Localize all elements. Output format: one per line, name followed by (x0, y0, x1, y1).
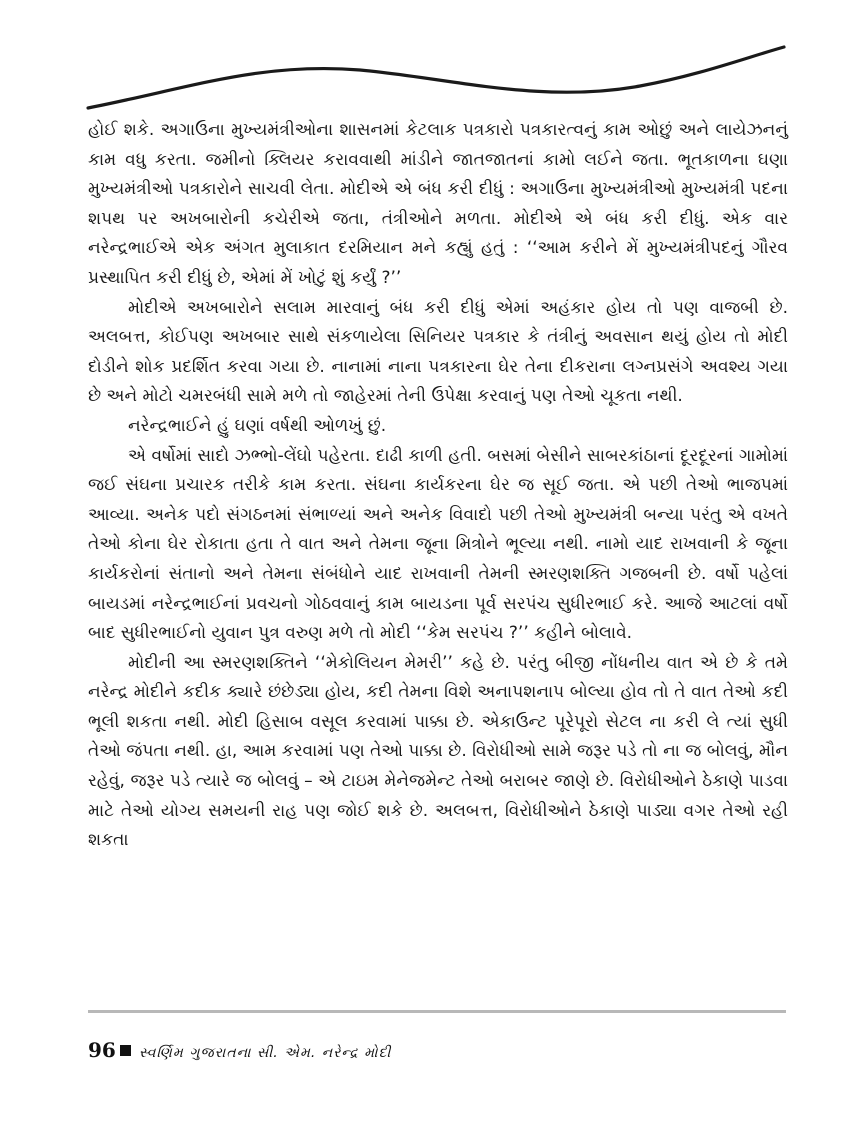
page-number: 96 (88, 1038, 116, 1062)
footer-divider (88, 1010, 786, 1013)
paragraph-3: નરેન્દ્રભાઈને હું ઘણાં વર્ષથી ઓળખું છું. (128, 415, 387, 436)
page-footer (88, 1038, 391, 1062)
header-wave-decoration (0, 0, 856, 120)
paragraph-2: મોદીએ અખબારોને સલામ મારવાનું બંધ કરી દીધું એમાં અહંકાર હોય તો પણ વાજબી છે. અલબત્ત, કોઈપણ અખબાર સાથે સંકળાયેલા સિનિયર પત્રકાર કે તંત્રીનું અવસાન થયું હોય તો મોદી દોડીને શોક પ્રદર્શિત કરવા ગયા છે. નાનામાં નાના પત્રકારના ઘેર તેના દીકરાના લગ્નપ્રસંગે અવશ્ય ગયા છે અને મોટો ચમરબંધી સામે મળે તો જાહેરમાં તેની ઉપેક્ષા કરવાનું પણ તેઓ ચૂકતા નથી. (88, 297, 788, 407)
paragraph-5: મોદીની આ સ્મરણશક્તિને ‘‘મેકોલિયન મેમરી’’ કહે છે. પરંતુ બીજી નોંધનીય વાત એ છે કે તમે નરેન્દ્ર મોદીને કદીક ક્યારે છંછેડ્યા હોય, કદી તેમના વિશે અનાપશનાપ બોલ્યા હોવ તો તે વાત તેઓ કદી ભૂલી શકતા નથી. મોદી હિસાબ વસૂલ કરવામાં પાક્કા છે. એકાઉન્ટ પૂરેપૂરો સેટલ ના કરી લે ત્યાં સુધી તેઓ જંપતા નથી. હા, આમ કરવામાં પણ તેઓ પાક્કા છે. વિરોધીઓ સામે જરૂર પડે તો ના જ બોલવું, મૌન રહેવું, જરૂર પડે ત્યારે જ બોલવું – એ ટાઇમ મેનેજમેન્ટ તેઓ બરાબર જાણે છે. વિરોધીઓને ઠેકાણે પાડવા માટે તેઓ યોગ્ય સમયની રાહ પણ જોઈ શકે છે. અલબત્ત, વિરોધીઓને ઠેકાણે પાડ્યા વગર તેઓ રહી શકતા (88, 652, 788, 851)
paragraph-1: હોઈ શકે. અગાઉના મુખ્યમંત્રીઓના શાસનમાં કેટલાક પત્રકારો પત્રકારત્વનું કામ ઓછું અને લાયેઝનનું કામ વધુ કરતા. જમીનો ક્લિયર કરાવવાથી માંડીને જાતજાતનાં કામો લઈને જતા. ભૂતકાળના ઘણા મુખ્યમંત્રીઓ પત્રકારોને સાચવી લેતા. મોદીએ એ બંધ કરી દીધું : અગાઉના મુખ્યમંત્રીઓ મુખ્યમંત્રી પદના શપથ પર અખબારોની કચેરીએ જતા, તંત્રીઓને મળતા. મોદીએ એ બંધ કરી દીધું. એક વાર નરેન્દ્રભાઈએ એક અંગત મુલાકાત દરમિયાન મને કહ્યું હતું : ‘‘આમ કરીને મેં મુખ્યમંત્રીપદનું ગૌરવ પ્રસ્થાપિત કરી દીધું છે, એમાં મેં ખોટું શું કર્યું ?’’ (88, 120, 788, 288)
black-square-icon (120, 1045, 131, 1056)
paragraph-4: એ વર્ષોમાં સાદો ઝભ્ભો-લેંઘો પહેરતા. દાઢી કાળી હતી. બસમાં બેસીને સાબરકાંઠાનાં દૂરદૂરનાં ગામોમાં જઈ સંઘના પ્રચારક તરીકે કામ કરતા. સંઘના કાર્યકરના ઘેર જ સૂઈ જતા. એ પછી તેઓ ભાજપમાં આવ્યા. અનેક પદો સંગઠનમાં સંભાળ્યાં અને અનેક વિવાદો પછી તેઓ મુખ્યમંત્રી બન્યા પરંતુ એ વખતે તેઓ કોના ઘેર રોકાતા હતા તે વાત અને તેમના જૂના મિત્રોને ભૂલ્યા નથી. નામો યાદ રાખવાની કે જૂના કાર્યકરોનાં સંતાનો અને તેમના સંબંધોને યાદ રાખવાની તેમની સ્મરણશક્તિ ગજબની છે. વર્ષો પહેલાં બાયડમાં નરેન્દ્રભાઈનાં પ્રવચનો ગોઠવવાનું કામ બાયડના પૂર્વ સરપંચ સુધીરભાઈ કરે. આજે આટલાં વર્ષો બાદ સુધીરભાઈનો યુવાન પુત્ર વરુણ મળે તો મોદી ‘‘કેમ સરપંચ ?’’ કહીને બોલાવે. (88, 445, 788, 644)
article-body (88, 116, 788, 856)
book-title: સ્વર્ણિમ ગુજરાતના સી. એમ. નરેન્દ્ર મોદી (138, 1045, 392, 1061)
